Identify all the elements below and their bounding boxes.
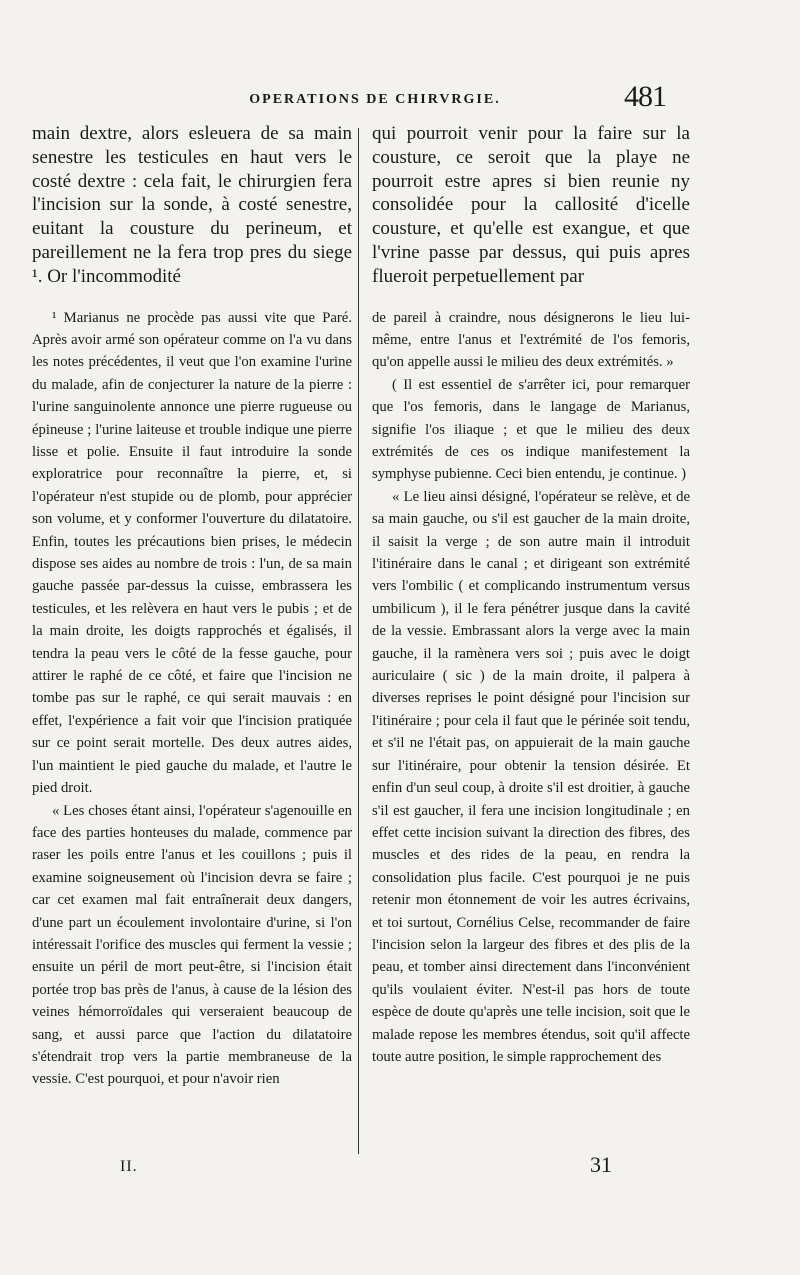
column-divider <box>358 128 359 1154</box>
note-separator <box>32 289 352 307</box>
footnote-paragraph: de pareil à craindre, nous désignerons le lieu lui-même, entre l'anus et l'extrémité de l'os femoris, qu'on appelle aussi le milieu des deux extrémités. » <box>372 309 690 371</box>
left-column <box>32 122 352 1091</box>
footnote-paragraph: « Le lieu ainsi désigné, l'opérateur se relève, et de sa main gauche, ou s'il est gaucher de la main droite, il saisit la verge ; de son autre main il introduit l'itinéraire dans le canal ; et dirigeant son extrémité vers l'ombilic ( et complicando instrumentum versus umbilicum ), il le fera pénétrer jusque dans la cavité de la vessie. Embrassant alors la verge avec la main gauche, il la ramènera vers soi ; puis avec le doigt auriculaire ( sic ) de la main droite, il palpera à diverses reprises le point désigné pour l'incision sur l'itinéraire ; pour cela il faut que le périnée soit tendu, et s'il ne l'était pas, on appuierait de la main gauche sur l'itinéraire, pour obtenir la tension désirée. Et enfin d'un seul coup, à droite s'il est droitier, à gauche s'il est gaucher, il fera une incision longitudinale ; en effet cette incision suivant la direction des fibres, des muscles et des rides de la peau, en rendra la consolidation plus facile. C'est pourquoi je ne puis retenir mon étonnement de voir les autres écrivains, et toi surtout, Cornélius Celse, recommander de faire l'incision selon la largeur des fibres et des plis de la peau, et tomber ainsi directement dans l'inconvénient qu'ils voulaient éviter. N'est-il pas hors de toute espèce de doute qu'après une telle incision, soit que le malade repose les membres étendus, soit qu'il affecte toute autre position, le simple rapprochement des <box>372 488 690 1065</box>
page-number: 481 <box>624 80 666 113</box>
right-column <box>372 122 690 1068</box>
note-separator <box>372 289 690 307</box>
main-text-left: main dextre, alors esleuera de sa main senestre les testicules en haut vers le costé dextre : cela fait, le chirurgien fera l'incision sur la sonde, à costé senestre, euitant la cousture du perineum, et pareillement ne la fera trop pres du siege ¹. Or l'incommodité <box>32 123 352 287</box>
main-text-right: qui pourroit venir pour la faire sur la cousture, ce seroit que la playe ne pourroit estre apres si bien reunie ny consolidée pour la callosité d'icelle cousture, et qu'elle est exangue, et que l'vrine passe par dessus, qui puis apres flueroit perpetuellement par <box>372 123 690 287</box>
signature-mark: II. <box>120 1158 138 1175</box>
footnote-paragraph: « Les choses étant ainsi, l'opérateur s'agenouille en face des parties honteuses du malade, commence par raser les poils entre l'anus et les couillons ; puis il examine soigneusement où l'incision devra se faire ; car cet examen mal fait entraînerait deux dangers, d'une part un écoulement involontaire d'urine, si l'on intéressait l'orifice des muscles qui ferment la vessie ; ensuite un péril de mort peut-être, si l'incision était portée trop bas près de l'anus, à cause de la lésion des veines hémorroïdales qui verseraient beaucoup de sang, et aussi parce que l'action du dilatatoire s'étendrait trop vers la partie membraneuse de la vessie. C'est pourquoi, et pour n'avoir rien <box>32 802 352 1088</box>
footnote-paragraph: ¹ Marianus ne procède pas aussi vite que Paré. Après avoir armé son opérateur comme on l'a vu dans les notes précédentes, il veut que l'on examine l'urine du malade, afin de conjecturer la nature de la pierre : l'urine sanguinolente annonce une pierre rugueuse ou épineuse ; l'urine laiteuse et trouble indique une pierre lisse et polie. Ensuite il faut introduire la sonde exploratrice pour reconnaître la pierre, et, si l'opérateur n'est stupide ou de plomb, pour apprécier son volume, et y conformer l'ouverture du dilatatoire. Enfin, toutes les précautions bien prises, le médecin dispose ses aides au nombre de trois : l'un, de sa main gauche passée par-dessus la cuisse, embrassera les testicules, et les relèvera en haut vers le pubis ; et de la main droite, les doigts rapprochés et égalisés, il tendra la peau vers le côté de la fesse gauche, pour attirer le raphé de ce côté, et faire que l'incision ne tombe pas sur le raphé, ce qui serait mauvais : en effet, l'expérience a fait voir que l'incision pratiquée sur ce point serait mortelle. Des deux autres aides, l'un maintient le pied gauche du malade, et l'autre le pied droit. <box>32 309 352 797</box>
running-head: OPERATIONS DE CHIRVRGIE. <box>249 92 501 107</box>
footnote-paragraph: ( Il est essentiel de s'arrêter ici, pour remarquer que l'os femoris, dans le langage de Marianus, signifie l'os iliaque ; et que le milieu des deux extrémités de ces os indique manifestement la symphyse pubienne. Ceci bien entendu, je continue. ) <box>372 376 690 483</box>
sheet-number: 31 <box>590 1152 612 1177</box>
